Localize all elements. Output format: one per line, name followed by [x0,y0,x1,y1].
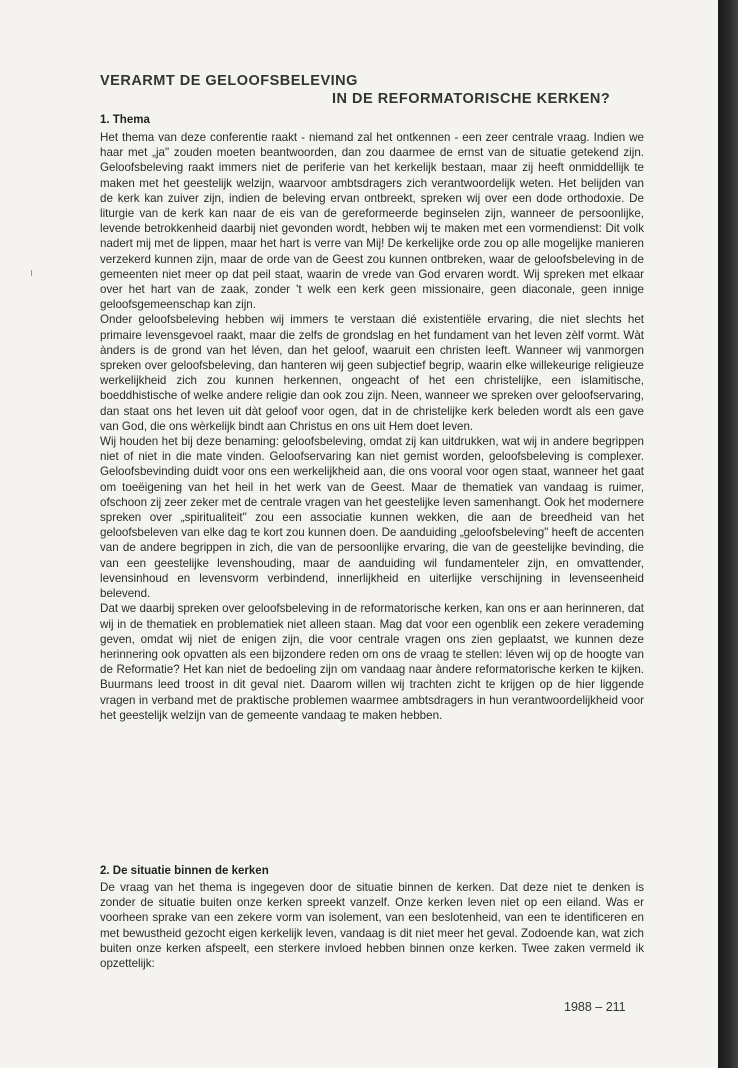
paragraph: Onder geloofsbeleving hebben wij immers te verstaan dié existentiële ervaring, die niet slechts het primaire levensgevoel raakt, maar die zelfs de grondslag en het fundament van het leven zèlf vormt. Wàt ànders is de grond van het léven, dan het geloof, waaruit een christen leeft. Wanneer wij vanmorgen spreken over geloofsbeleving, dan hanteren wij geen subjectief begrip, waarin elke willekeurige religieuze werkelijkheid zich zou kunnen herkennen, ongeacht of het een christelijke, een islamitische, boeddhistische of welke andere religie dan ook zou zijn. Neen, wanneer we spreken over geloofservaring, dan staat ons het leven uit dàt geloof voor ogen, dat in de christelijke kerk beleden wordt als een gave van God, die ons wèrkelijk bindt aan Christus en ons uit Hem doet leven. [100,313,644,433]
article-title-line-1: VERARMT DE GELOOFSBELEVING [100,73,358,89]
book-spine-edge [718,0,738,1068]
paragraph: Dat we daarbij spreken over geloofsbeleving in de reformatorische kerken, kan ons er aan herinneren, dat wij in de thematiek en problematiek niet alleen staan. Mag dat voor een ogenblik een zekere verademing geven, omdat wij niet de enigen zijn, die voor centrale vragen ons zien geplaatst, we kunnen deze herinnering ook opvatten als een bijzondere reden om ons de vraag te stellen: léven wij op de hoogte van de Reformatie? Het kan niet de bedoeling zijn om vandaag naar àndere reformatorische kerken te kijken. Buurmans leed troost in dit geval niet. Daarom willen wij trachten zicht te krijgen op de hier liggende vragen in verband met de praktische problemen waarmee ambtsdragers in hun verantwoordelijkheid voor het geestelijk welzijn van de gemeente vandaag te maken hebben. [100,602,644,722]
section-heading-thema: 1. Thema [100,114,150,126]
section-body-thema [100,130,644,723]
paragraph: Wij houden het bij deze benaming: geloofsbeleving, omdat zij kan uitdrukken, wat wij in andere begrippen niet of niet in die mate vinden. Geloofservaring kan niet gemist worden, geloofsbeleving is complexer. Geloofsbevinding duidt voor ons een werkelijkheid aan, die ons vooral voor ogen staat, wanneer het gaat om toeëigening van het heil in het werk van de Geest. Maar de thematiek van vandaag is ruimer, ofschoon zij zeer zeker met de centrale vragen van het geestelijke leven samenhangt. Ook het modernere spreken over „spiritualiteit" zou een associatie kunnen wekken, die aan de breedheid van het geloofsbeleven van elke dag te kort zou kunnen doen. De aanduiding „geloofsbeleving" heeft de accenten van de andere begrippen in zich, die van de persoonlijke ervaring, die van de geestelijke bevinding, die van een geestelijke levenshouding, maar de aanduiding wil fundamenteler zijn, en omvattender, levensinhoud en levensvorm verbindend, innerlijkheid en uiterlijke verschijning in levenseenheid belevend. [100,435,644,601]
paragraph: Het thema van deze conferentie raakt - niemand zal het ontkennen - een zeer centrale vraag. Indien we haar met „ja" zouden moeten beantwoorden, dan zou daarmee de ernst van de situatie getekend zijn. Geloofsbeleving raakt immers niet de periferie van het kerkelijk bestaan, maar zij heeft onmiddellijk te maken met het geestelijk welzijn, waarvoor ambtsdragers zich verantwoordelijk weten. Het belijden van de kerk kan zuiver zijn, indien de beleving ervan ontbreekt, spreken wij over een dode orthodoxie. De liturgie van de kerk kan naar de eis van de gereformeerde beginselen zijn, wanneer de persoonlijke, levende betrokkenheid daarbij niet gevonden wordt, hebben wij te maken met een vormendienst: Dit volk nadert mij met de lippen, maar het hart is verre van Mij! De kerkelijke orde zou op alle mogelijke manieren verzekerd kunnen zijn, maar de orde van de Geest zou kunnen ontbreken, waar de geloofsbeleving in de gemeenten niet meer op dat peil staat, waarin de vrede van God ervaren wordt. Wij spreken met elkaar over het hart van de zaak, zonder 't welk een kerk geen missionaire, geen diaconale, geen innige geloofsgemeenschap kan zijn. [100,131,644,312]
page-number: 1988 – 211 [564,1000,626,1014]
margin-mark [31,270,32,276]
section-body-situatie [100,880,644,971]
paragraph: De vraag van het thema is ingegeven door de situatie binnen de kerken. Dat deze niet te denken is zonder de situatie buiten onze kerken spreekt vanzelf. Onze kerken leven niet op een eiland. Was er voorheen sprake van een zekere vorm van isolement, van een beslotenheid, van een te identificeren en met bewustheid gezocht eigen kerkelijk leven, vandaag is dit niet meer het geval. Zodoende kan, wat zich buiten onze kerken afspeelt, een sterkere invloed hebben binnen onze kerken. Twee zaken vermeld ik opzettelijk: [100,881,644,971]
article-title-line-2: IN DE REFORMATORISCHE KERKEN? [332,91,611,107]
section-heading-situatie: 2. De situatie binnen de kerken [100,865,269,877]
